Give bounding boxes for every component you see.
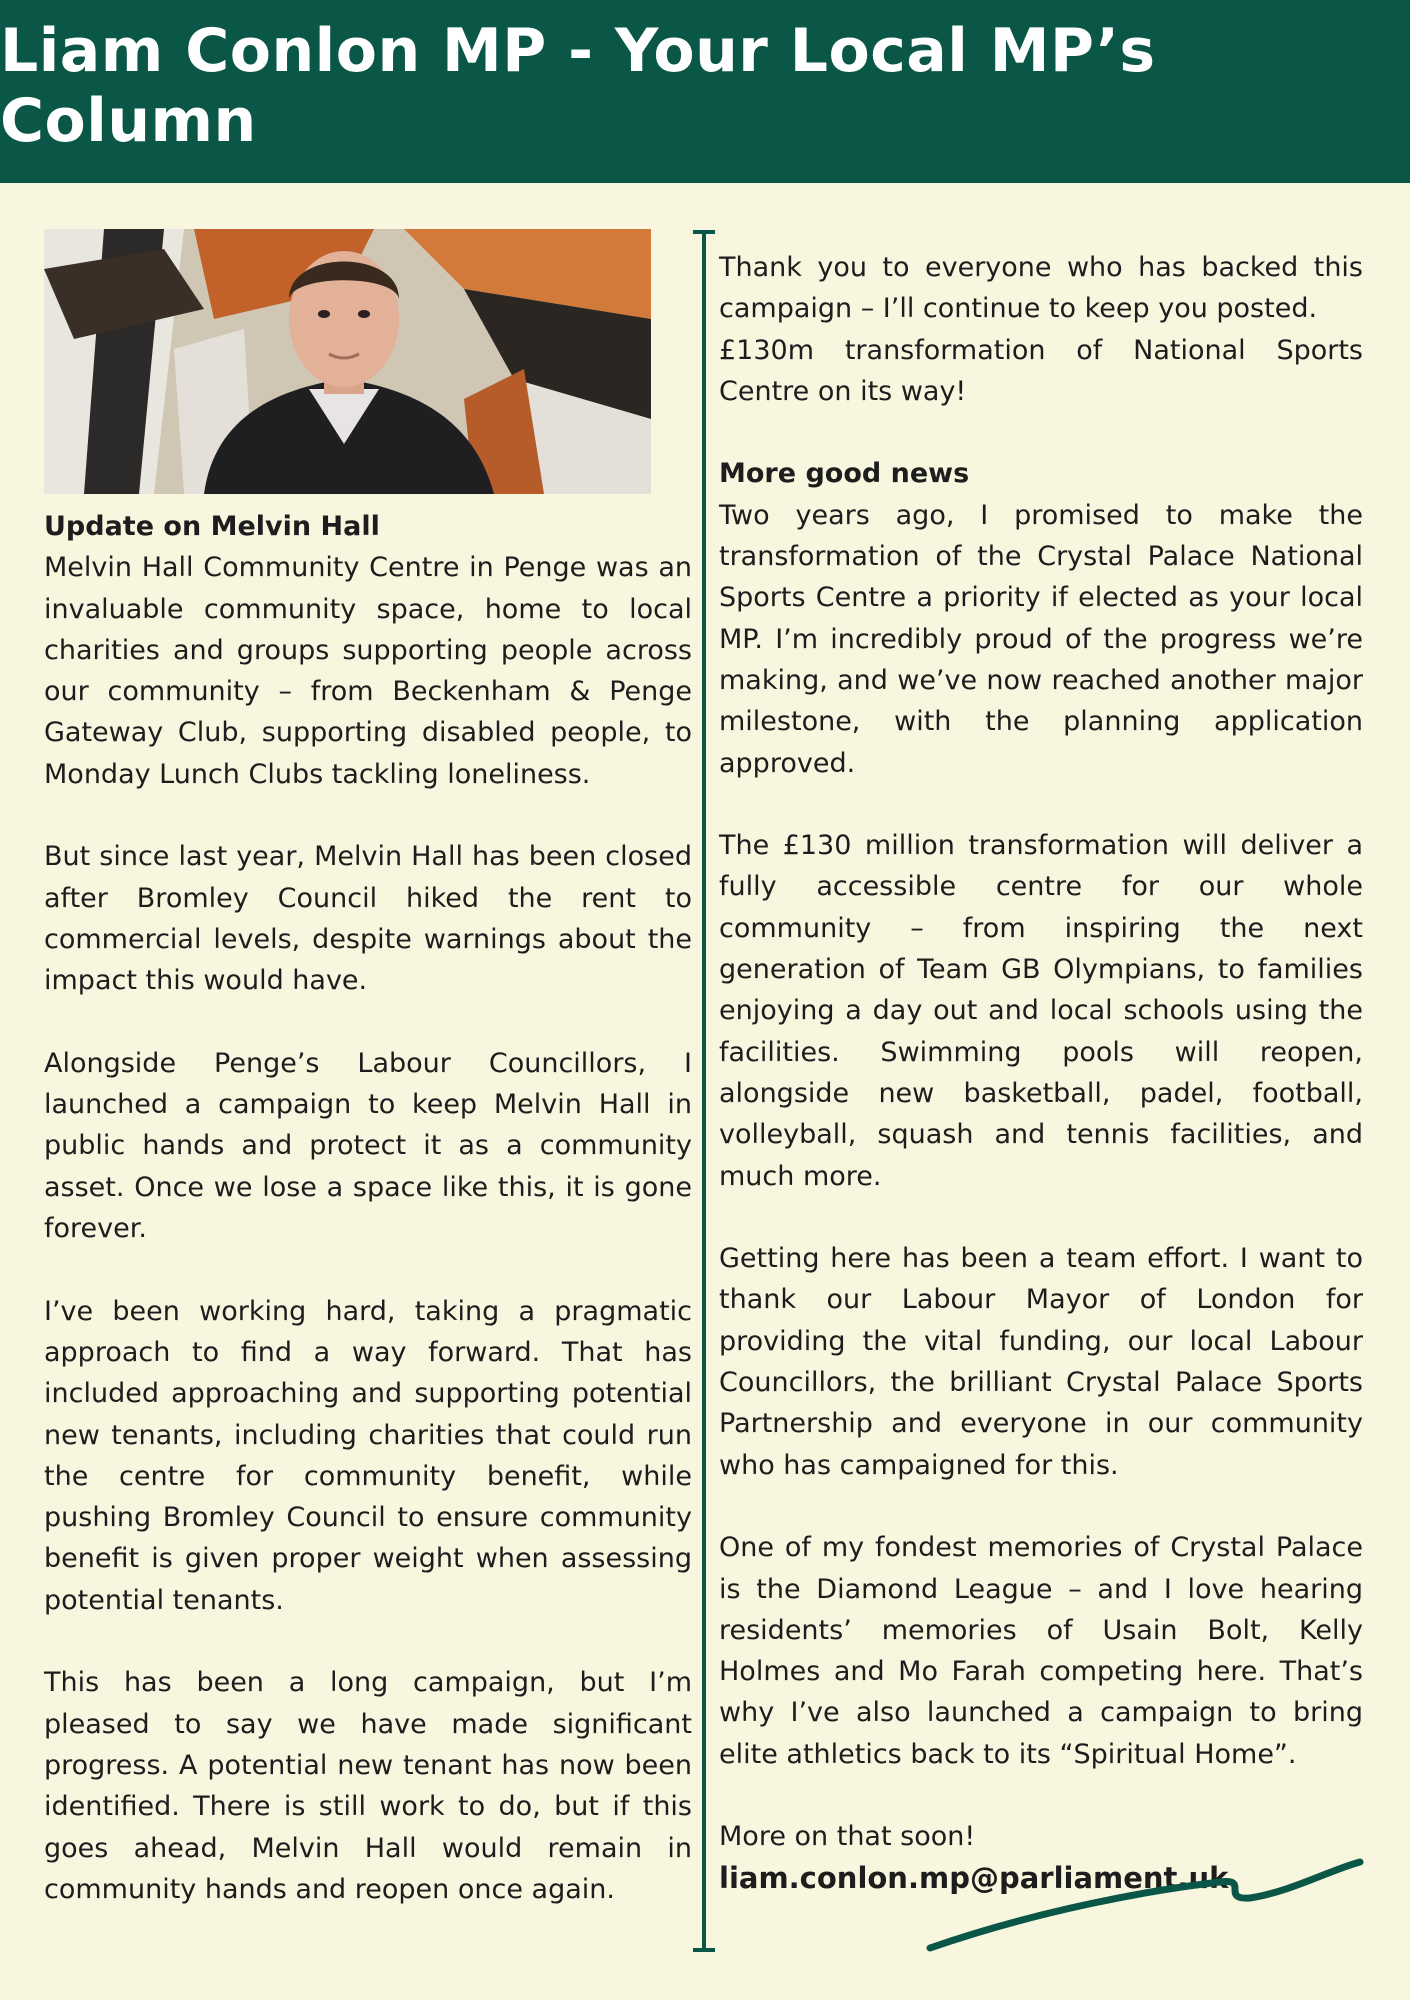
closing-line: More on that soon! [719, 1821, 976, 1853]
masthead [0, 0, 1410, 183]
paragraph: Alongside Penge’s Labour Councillors, I launched a campaign to keep Melvin Hall in public hands and protect it as a community asset. Once we lose a space like this, it is gone forever. [44, 1047, 692, 1245]
paragraph: Thank you to everyone who has backed this campaign – I’ll continue to keep you posted. [719, 252, 1363, 325]
paragraph: The £130 million transformation will deliver a fully accessible centre for our whole community – from inspiring the next generation of Team GB Olympians, to families enjoying a day out and local schools using the facilities. Swimming pools will reopen, alongside new basketball, padel, football, volleyball, squash and tennis facilities, and much more. [719, 830, 1363, 1192]
portrait-illustration [44, 229, 651, 494]
paragraph: Getting here has been a team effort. I want to thank our Labour Mayor of London for providing the vital funding, our local Labour Councillors, the brilliant Crystal Palace Sports Partnership and everyone in our community who has campaigned for this. [719, 1243, 1363, 1481]
paragraph: I’ve been working hard, taking a pragmatic approach to find a way forward. That has included approaching and supporting potential new tenants, including charities that could run the centre for community benefit, while pushing Bromley Council to ensure community benefit is given proper weight when assessing potential tenants. [44, 1295, 692, 1616]
decorative-swoosh [920, 1850, 1370, 1960]
paragraph: Two years ago, I promised to make the transformation of the Crystal Palace National Sports Centre a priority if elected as your local MP. I’m incredibly proud of the progress we’re making, and we’ve now reached another major milestone, with the planning application approved. [719, 499, 1363, 779]
subtitle-sports-centre: £130m transformation of National Sports Centre on its way! [719, 334, 1363, 407]
left-column [44, 506, 692, 1951]
paragraph: One of my fondest memories of Crystal Palace is the Diamond League – and I love hearing residents’ memories of Usain Bolt, Kelly Holmes and Mo Farah competing here. That’s why I’ve also launched a campaign to bring elite athletics back to its “Spiritual Home”. [719, 1532, 1363, 1770]
paragraph: But since last year, Melvin Hall has been closed after Bromley Council hiked the rent to commercial levels, despite warnings about the impact this would have. [44, 841, 692, 997]
section-heading-good-news: More good news [719, 458, 970, 490]
column-divider [700, 230, 708, 1952]
page-title: Liam Conlon MP - Your Local MP’s Column [0, 15, 1156, 156]
email-link[interactable]: liam.conlon.mp@parliament.uk [719, 1860, 1229, 1895]
paragraph: This has been a long campaign, but I’m pleased to say we have made significant progress. A potential new tenant has now been identified. There is still work to do, but if this goes ahead, Melvin Hall would remain in community hands and reopen once again. [44, 1667, 692, 1905]
section-heading-melvin-hall: Update on Melvin Hall [44, 511, 380, 542]
paragraph: Melvin Hall Community Centre in Penge was an invaluable community space, home to local charities and groups supporting people across our community – from Beckenham & Penge Gateway Club, supporting disabled people, to Monday Lunch Clubs tackling loneliness. [44, 552, 692, 790]
mp-portrait-photo [44, 229, 651, 494]
right-column [719, 247, 1363, 1899]
